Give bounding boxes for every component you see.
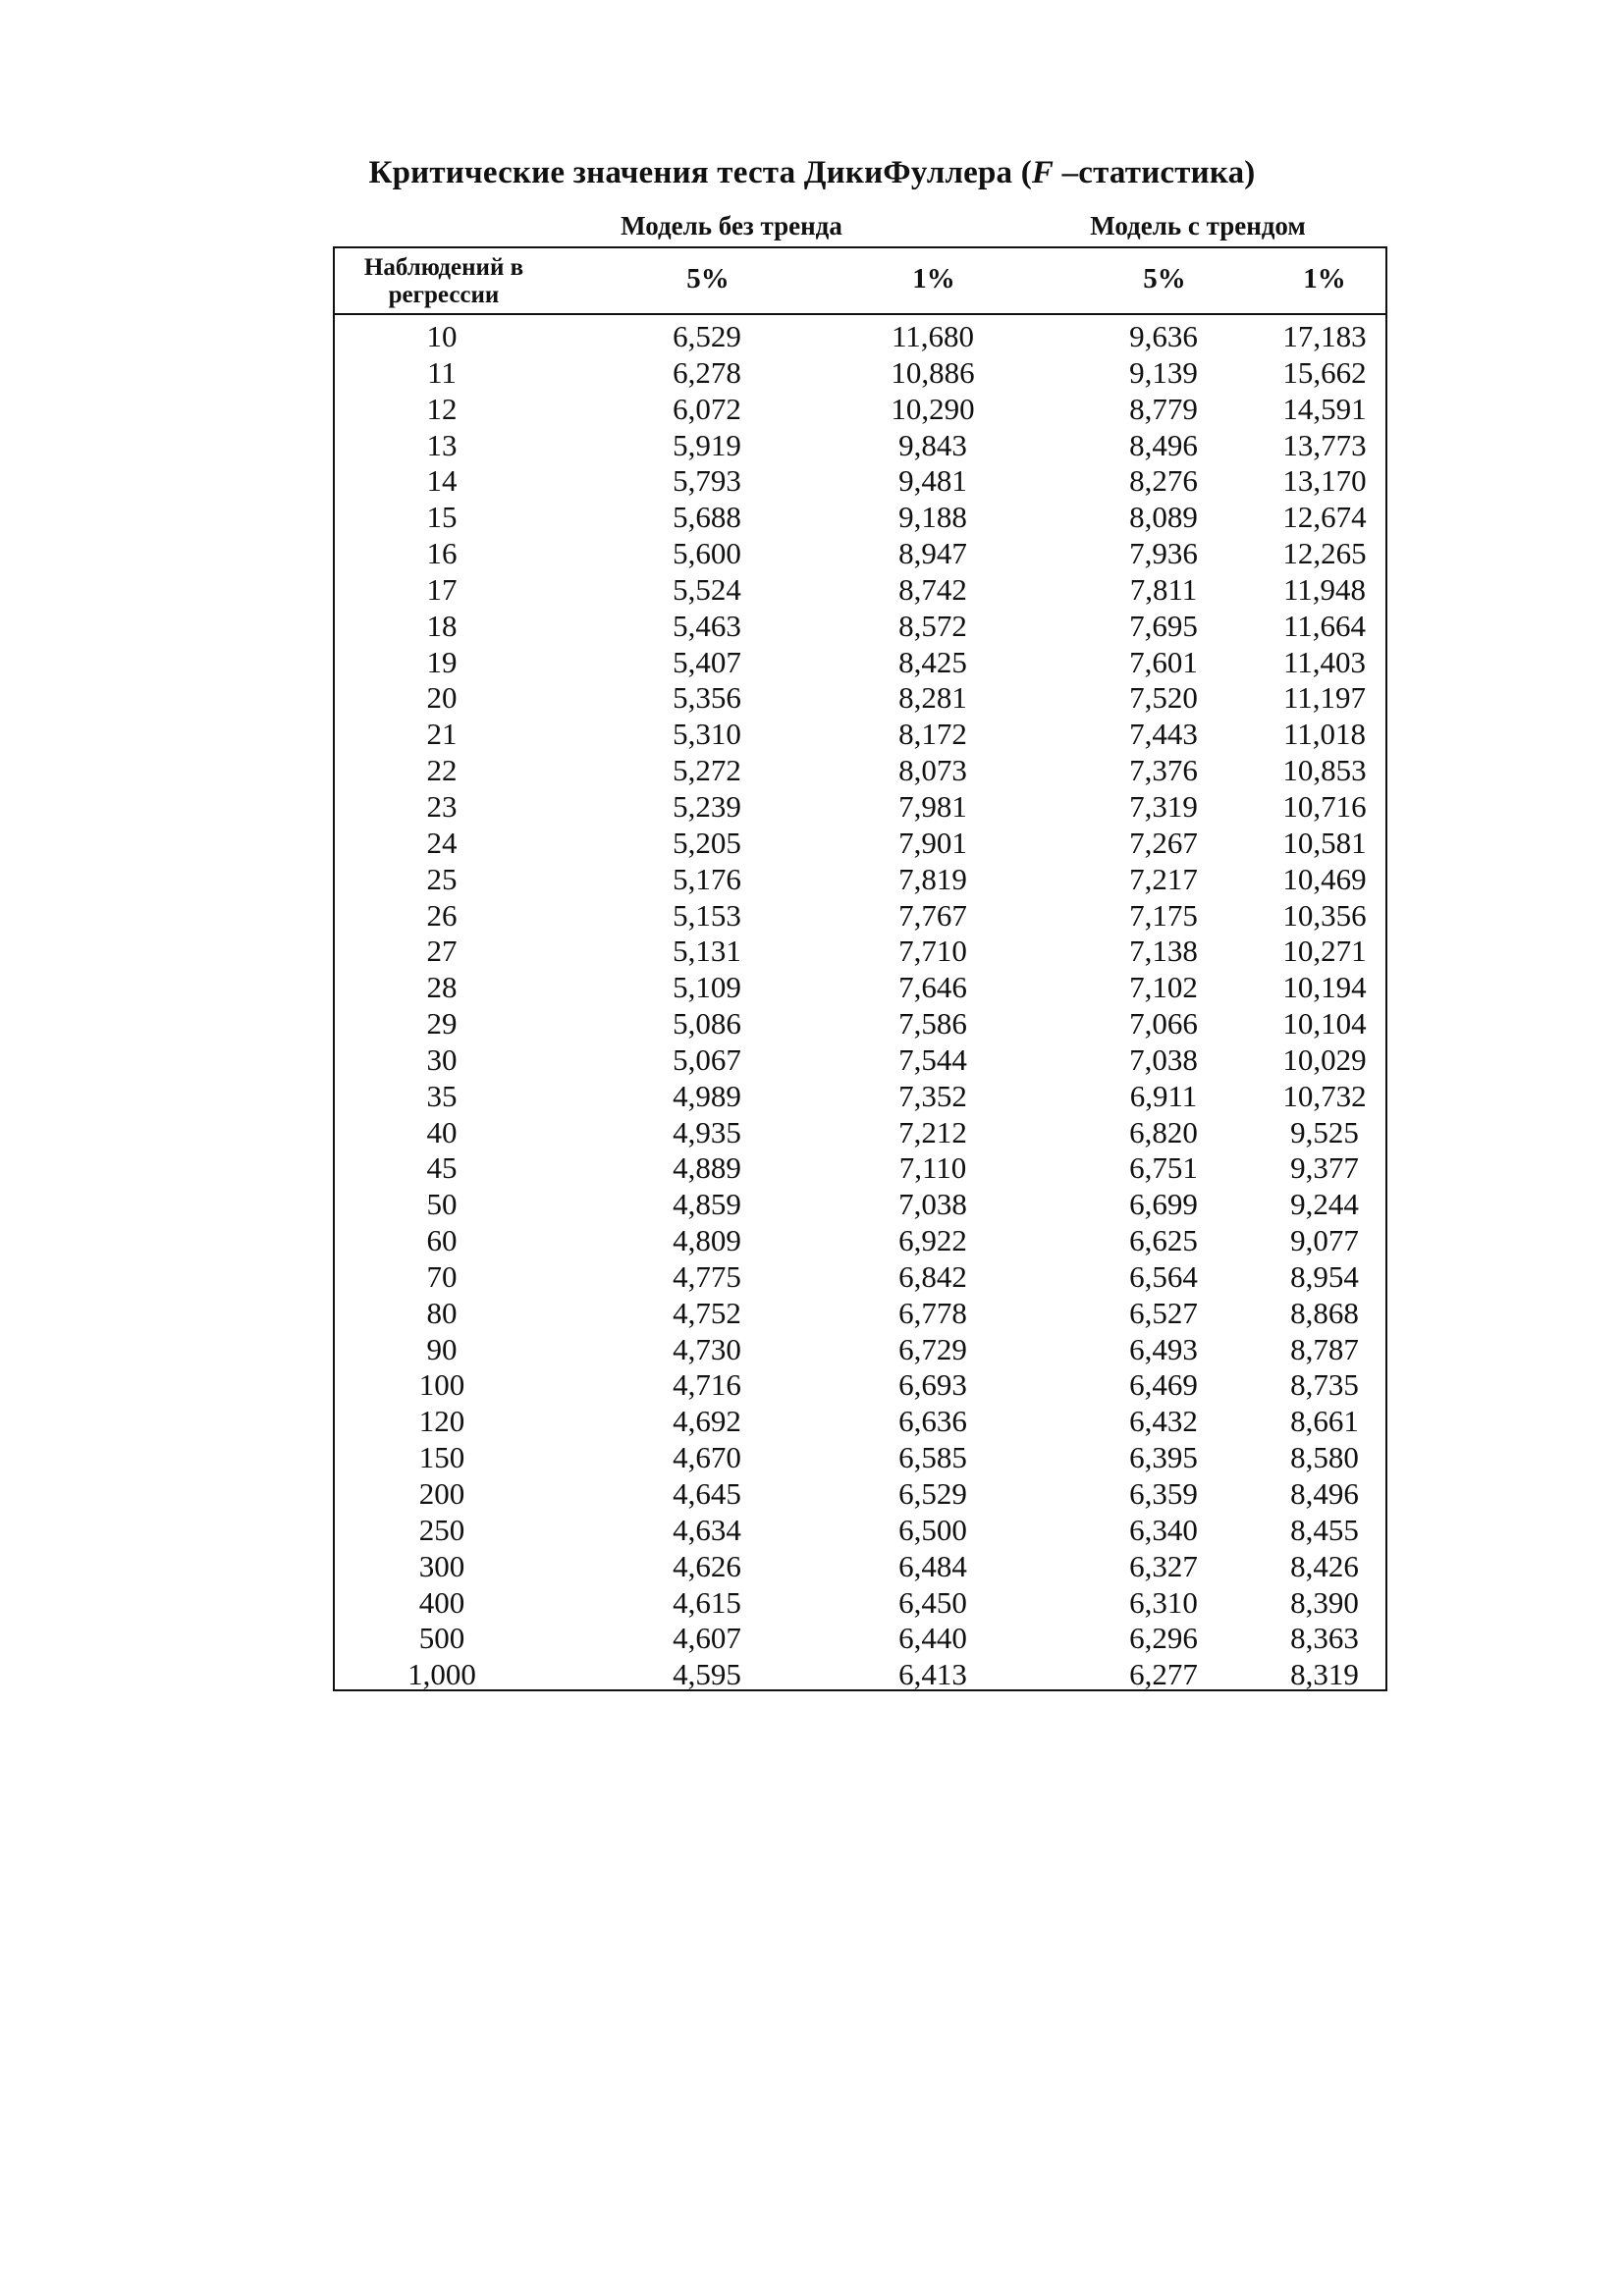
cell-no-trend-5pct: 5,463 bbox=[673, 608, 741, 643]
cell-observations: 30 bbox=[426, 1041, 458, 1077]
cell-trend-5pct: 6,493 bbox=[1129, 1331, 1198, 1366]
cell-trend-1pct: 10,356 bbox=[1282, 897, 1367, 933]
cell-no-trend-5pct: 5,205 bbox=[673, 825, 741, 860]
cell-no-trend-5pct: 4,670 bbox=[673, 1440, 741, 1475]
cell-no-trend-5pct: 4,989 bbox=[673, 1078, 741, 1113]
cell-trend-1pct: 8,363 bbox=[1290, 1621, 1359, 1656]
cell-trend-1pct: 8,390 bbox=[1290, 1584, 1359, 1620]
cell-observations: 300 bbox=[418, 1548, 465, 1583]
cell-trend-5pct: 7,811 bbox=[1129, 571, 1198, 607]
cell-trend-5pct: 6,340 bbox=[1129, 1512, 1198, 1547]
cell-observations: 11 bbox=[427, 354, 457, 390]
page-title bbox=[0, 155, 1624, 191]
cell-no-trend-5pct: 4,634 bbox=[673, 1512, 741, 1547]
cell-trend-1pct: 12,265 bbox=[1282, 536, 1367, 571]
cell-observations: 45 bbox=[426, 1150, 458, 1186]
table-row bbox=[335, 970, 1385, 1006]
table-row bbox=[335, 1404, 1385, 1440]
cell-no-trend-5pct: 5,239 bbox=[673, 788, 741, 824]
cell-no-trend-5pct: 4,730 bbox=[673, 1331, 741, 1366]
table-row bbox=[335, 500, 1385, 536]
table-row bbox=[335, 789, 1385, 826]
cell-observations: 200 bbox=[418, 1476, 465, 1511]
cell-no-trend-1pct: 6,922 bbox=[898, 1223, 967, 1258]
cell-no-trend-5pct: 4,716 bbox=[673, 1367, 741, 1403]
cell-no-trend-5pct: 5,272 bbox=[673, 753, 741, 788]
cell-trend-5pct: 8,089 bbox=[1129, 500, 1198, 535]
cell-trend-1pct: 10,194 bbox=[1282, 970, 1367, 1005]
cell-no-trend-5pct: 4,645 bbox=[673, 1476, 741, 1511]
cell-trend-1pct: 8,426 bbox=[1290, 1548, 1359, 1583]
table-row bbox=[335, 572, 1385, 609]
cell-trend-1pct: 10,104 bbox=[1282, 1006, 1367, 1041]
cell-observations: 10 bbox=[426, 319, 458, 353]
cell-observations: 25 bbox=[426, 861, 458, 896]
cell-observations: 17 bbox=[426, 571, 458, 607]
cell-trend-1pct: 11,664 bbox=[1282, 608, 1367, 643]
cell-no-trend-5pct: 5,109 bbox=[673, 970, 741, 1005]
cell-observations: 15 bbox=[426, 500, 458, 535]
table-row bbox=[335, 898, 1385, 934]
cell-observations: 60 bbox=[426, 1223, 458, 1258]
cell-no-trend-1pct: 7,352 bbox=[898, 1078, 967, 1113]
column-header-trend-5pct: 5% bbox=[1143, 263, 1186, 294]
table-row bbox=[335, 680, 1385, 717]
cell-observations: 20 bbox=[426, 680, 458, 716]
table-row bbox=[335, 826, 1385, 862]
table-row bbox=[335, 1332, 1385, 1368]
cell-trend-1pct: 10,716 bbox=[1282, 788, 1367, 824]
column-header-no-trend-1pct: 1% bbox=[912, 263, 955, 294]
cell-no-trend-5pct: 6,278 bbox=[673, 354, 741, 390]
cell-trend-5pct: 6,310 bbox=[1129, 1584, 1198, 1620]
cell-trend-5pct: 7,695 bbox=[1129, 608, 1198, 643]
cell-trend-1pct: 17,183 bbox=[1282, 319, 1367, 353]
table-row bbox=[335, 1079, 1385, 1115]
cell-no-trend-1pct: 6,529 bbox=[898, 1476, 967, 1511]
cell-no-trend-1pct: 7,544 bbox=[898, 1041, 967, 1077]
cell-trend-5pct: 6,296 bbox=[1129, 1621, 1198, 1656]
cell-no-trend-1pct: 7,646 bbox=[898, 970, 967, 1005]
cell-trend-5pct: 6,911 bbox=[1129, 1078, 1198, 1113]
cell-trend-5pct: 6,699 bbox=[1129, 1187, 1198, 1222]
cell-no-trend-5pct: 4,626 bbox=[673, 1548, 741, 1583]
cell-no-trend-1pct: 7,110 bbox=[898, 1150, 967, 1186]
cell-observations: 250 bbox=[418, 1512, 465, 1547]
cell-observations: 90 bbox=[426, 1331, 458, 1366]
cell-trend-1pct: 11,403 bbox=[1282, 644, 1367, 679]
cell-no-trend-1pct: 10,290 bbox=[891, 391, 975, 426]
cell-no-trend-1pct: 9,188 bbox=[898, 500, 967, 535]
cell-no-trend-1pct: 6,450 bbox=[898, 1584, 967, 1620]
table-row bbox=[335, 645, 1385, 681]
cell-trend-5pct: 7,138 bbox=[1129, 934, 1198, 969]
cell-trend-1pct: 9,077 bbox=[1290, 1223, 1359, 1258]
cell-no-trend-1pct: 6,413 bbox=[898, 1657, 967, 1692]
cell-observations: 26 bbox=[426, 897, 458, 933]
cell-trend-5pct: 7,038 bbox=[1129, 1041, 1198, 1077]
table-row bbox=[335, 609, 1385, 645]
table-row bbox=[335, 1513, 1385, 1549]
cell-trend-5pct: 6,469 bbox=[1129, 1367, 1198, 1403]
cell-no-trend-5pct: 5,310 bbox=[673, 717, 741, 752]
cell-observations: 18 bbox=[426, 608, 458, 643]
table-row bbox=[335, 1006, 1385, 1042]
cell-no-trend-5pct: 5,524 bbox=[673, 571, 741, 607]
cell-no-trend-1pct: 9,843 bbox=[898, 427, 967, 462]
cell-no-trend-5pct: 5,086 bbox=[673, 1006, 741, 1041]
cell-trend-5pct: 7,376 bbox=[1129, 753, 1198, 788]
table-row bbox=[335, 1549, 1385, 1585]
cell-trend-1pct: 9,377 bbox=[1290, 1150, 1359, 1186]
table-row bbox=[335, 1621, 1385, 1657]
cell-no-trend-1pct: 7,038 bbox=[898, 1187, 967, 1222]
table-row bbox=[335, 1223, 1385, 1259]
cell-observations: 50 bbox=[426, 1187, 458, 1222]
cell-no-trend-1pct: 6,729 bbox=[898, 1331, 967, 1366]
cell-no-trend-1pct: 7,586 bbox=[898, 1006, 967, 1041]
header-divider bbox=[335, 313, 1385, 315]
table-row bbox=[335, 392, 1385, 428]
cell-trend-1pct: 13,170 bbox=[1282, 463, 1367, 499]
cell-no-trend-1pct: 8,742 bbox=[898, 571, 967, 607]
cell-no-trend-1pct: 9,481 bbox=[898, 463, 967, 499]
cell-no-trend-5pct: 4,692 bbox=[673, 1404, 741, 1439]
cell-trend-5pct: 6,751 bbox=[1129, 1150, 1198, 1186]
table-row bbox=[335, 717, 1385, 753]
cell-trend-1pct: 12,674 bbox=[1282, 500, 1367, 535]
cell-observations: 120 bbox=[418, 1404, 465, 1439]
title-suffix: –статистика) bbox=[1054, 155, 1256, 190]
cell-observations: 80 bbox=[426, 1295, 458, 1330]
cell-no-trend-5pct: 4,615 bbox=[673, 1584, 741, 1620]
cell-no-trend-5pct: 4,607 bbox=[673, 1621, 741, 1656]
table-row bbox=[335, 1476, 1385, 1513]
cell-trend-1pct: 11,197 bbox=[1282, 680, 1367, 716]
table-row bbox=[335, 319, 1385, 355]
cell-trend-1pct: 8,319 bbox=[1290, 1657, 1359, 1692]
cell-trend-1pct: 10,271 bbox=[1282, 934, 1367, 969]
cell-no-trend-5pct: 4,752 bbox=[673, 1295, 741, 1330]
cell-observations: 28 bbox=[426, 970, 458, 1005]
cell-observations: 400 bbox=[418, 1584, 465, 1620]
cell-observations: 35 bbox=[426, 1078, 458, 1113]
group-header-no-trend: Модель без тренда bbox=[621, 211, 842, 240]
cell-trend-5pct: 7,267 bbox=[1129, 825, 1198, 860]
table-row bbox=[335, 355, 1385, 392]
table-row bbox=[335, 1042, 1385, 1079]
table-row bbox=[335, 1187, 1385, 1223]
group-header-trend: Модель с трендом bbox=[1090, 211, 1306, 240]
cell-trend-1pct: 8,496 bbox=[1290, 1476, 1359, 1511]
cell-no-trend-1pct: 6,842 bbox=[898, 1258, 967, 1294]
table-row bbox=[335, 1440, 1385, 1476]
critical-values-table bbox=[333, 246, 1387, 1691]
cell-no-trend-1pct: 7,981 bbox=[898, 788, 967, 824]
cell-no-trend-5pct: 5,793 bbox=[673, 463, 741, 499]
table-row bbox=[335, 1657, 1385, 1693]
cell-trend-5pct: 7,936 bbox=[1129, 536, 1198, 571]
cell-no-trend-1pct: 6,585 bbox=[898, 1440, 967, 1475]
cell-no-trend-5pct: 5,919 bbox=[673, 427, 741, 462]
cell-trend-5pct: 7,102 bbox=[1129, 970, 1198, 1005]
cell-no-trend-1pct: 8,947 bbox=[898, 536, 967, 571]
cell-observations: 12 bbox=[426, 391, 458, 426]
cell-observations: 22 bbox=[426, 753, 458, 788]
cell-observations: 29 bbox=[426, 1006, 458, 1041]
cell-trend-5pct: 7,319 bbox=[1129, 788, 1198, 824]
title-variable: F bbox=[1031, 155, 1055, 190]
cell-no-trend-1pct: 8,572 bbox=[898, 608, 967, 643]
cell-trend-5pct: 6,327 bbox=[1129, 1548, 1198, 1583]
cell-no-trend-5pct: 6,529 bbox=[673, 319, 741, 353]
cell-observations: 16 bbox=[426, 536, 458, 571]
cell-no-trend-5pct: 6,072 bbox=[673, 391, 741, 426]
cell-trend-5pct: 9,636 bbox=[1129, 319, 1198, 353]
cell-no-trend-5pct: 4,889 bbox=[673, 1150, 741, 1186]
cell-observations: 500 bbox=[418, 1621, 465, 1656]
column-header-trend-1pct: 1% bbox=[1303, 263, 1346, 294]
cell-trend-1pct: 8,735 bbox=[1290, 1367, 1359, 1403]
cell-trend-5pct: 7,175 bbox=[1129, 897, 1198, 933]
cell-no-trend-1pct: 7,819 bbox=[898, 861, 967, 896]
cell-trend-1pct: 11,948 bbox=[1282, 571, 1367, 607]
table-row bbox=[335, 1585, 1385, 1622]
cell-observations: 24 bbox=[426, 825, 458, 860]
cell-no-trend-1pct: 7,767 bbox=[898, 897, 967, 933]
cell-no-trend-5pct: 5,131 bbox=[673, 934, 741, 969]
cell-observations: 27 bbox=[426, 934, 458, 969]
cell-no-trend-1pct: 10,886 bbox=[891, 354, 975, 390]
cell-observations: 70 bbox=[426, 1258, 458, 1294]
table-row bbox=[335, 463, 1385, 500]
cell-trend-5pct: 8,496 bbox=[1129, 427, 1198, 462]
cell-trend-5pct: 6,395 bbox=[1129, 1440, 1198, 1475]
cell-trend-5pct: 7,217 bbox=[1129, 861, 1198, 896]
cell-trend-1pct: 8,868 bbox=[1290, 1295, 1359, 1330]
table-row bbox=[335, 1115, 1385, 1151]
cell-no-trend-1pct: 6,500 bbox=[898, 1512, 967, 1547]
cell-no-trend-5pct: 4,775 bbox=[673, 1258, 741, 1294]
title-prefix: Критические значения теста ДикиФуллера ( bbox=[368, 155, 1032, 190]
cell-trend-5pct: 7,066 bbox=[1129, 1006, 1198, 1041]
column-header-observations: Наблюдений в регрессии bbox=[363, 254, 524, 308]
cell-trend-1pct: 13,773 bbox=[1282, 427, 1367, 462]
cell-trend-5pct: 7,443 bbox=[1129, 717, 1198, 752]
cell-observations: 21 bbox=[426, 717, 458, 752]
cell-no-trend-1pct: 7,901 bbox=[898, 825, 967, 860]
cell-trend-5pct: 6,277 bbox=[1129, 1657, 1198, 1692]
table-row bbox=[335, 862, 1385, 898]
cell-trend-5pct: 6,820 bbox=[1129, 1114, 1198, 1149]
cell-no-trend-1pct: 6,636 bbox=[898, 1404, 967, 1439]
cell-observations: 14 bbox=[426, 463, 458, 499]
cell-trend-1pct: 10,581 bbox=[1282, 825, 1367, 860]
cell-trend-1pct: 9,244 bbox=[1290, 1187, 1359, 1222]
cell-trend-1pct: 8,455 bbox=[1290, 1512, 1359, 1547]
cell-no-trend-5pct: 5,153 bbox=[673, 897, 741, 933]
cell-observations: 13 bbox=[426, 427, 458, 462]
table-row bbox=[335, 1296, 1385, 1332]
cell-trend-5pct: 8,276 bbox=[1129, 463, 1198, 499]
cell-trend-5pct: 9,139 bbox=[1129, 354, 1198, 390]
cell-trend-1pct: 8,954 bbox=[1290, 1258, 1359, 1294]
table-row bbox=[335, 1259, 1385, 1296]
cell-trend-1pct: 9,525 bbox=[1290, 1114, 1359, 1149]
cell-trend-5pct: 8,779 bbox=[1129, 391, 1198, 426]
cell-observations: 100 bbox=[418, 1367, 465, 1403]
table-body bbox=[335, 319, 1385, 1693]
cell-no-trend-1pct: 6,778 bbox=[898, 1295, 967, 1330]
cell-no-trend-5pct: 5,407 bbox=[673, 644, 741, 679]
cell-trend-1pct: 10,029 bbox=[1282, 1041, 1367, 1077]
cell-no-trend-5pct: 5,176 bbox=[673, 861, 741, 896]
cell-trend-1pct: 11,018 bbox=[1282, 717, 1367, 752]
cell-no-trend-1pct: 8,172 bbox=[898, 717, 967, 752]
table-row bbox=[335, 934, 1385, 970]
cell-no-trend-5pct: 5,688 bbox=[673, 500, 741, 535]
cell-no-trend-5pct: 5,067 bbox=[673, 1041, 741, 1077]
cell-no-trend-1pct: 8,425 bbox=[898, 644, 967, 679]
cell-no-trend-5pct: 4,809 bbox=[673, 1223, 741, 1258]
cell-no-trend-1pct: 11,680 bbox=[891, 319, 975, 353]
cell-trend-5pct: 6,359 bbox=[1129, 1476, 1198, 1511]
cell-trend-1pct: 14,591 bbox=[1282, 391, 1367, 426]
cell-trend-1pct: 10,853 bbox=[1282, 753, 1367, 788]
cell-no-trend-5pct: 4,859 bbox=[673, 1187, 741, 1222]
table-row bbox=[335, 536, 1385, 572]
cell-trend-1pct: 8,661 bbox=[1290, 1404, 1359, 1439]
cell-no-trend-1pct: 6,693 bbox=[898, 1367, 967, 1403]
cell-observations: 150 bbox=[418, 1440, 465, 1475]
cell-trend-1pct: 8,787 bbox=[1290, 1331, 1359, 1366]
cell-trend-1pct: 15,662 bbox=[1282, 354, 1367, 390]
cell-observations: 19 bbox=[426, 644, 458, 679]
cell-no-trend-1pct: 6,440 bbox=[898, 1621, 967, 1656]
cell-trend-5pct: 7,520 bbox=[1129, 680, 1198, 716]
cell-trend-5pct: 7,601 bbox=[1129, 644, 1198, 679]
cell-trend-1pct: 8,580 bbox=[1290, 1440, 1359, 1475]
table-row bbox=[335, 1367, 1385, 1404]
cell-no-trend-5pct: 5,356 bbox=[673, 680, 741, 716]
column-header-no-trend-5pct: 5% bbox=[686, 263, 730, 294]
cell-trend-5pct: 6,432 bbox=[1129, 1404, 1198, 1439]
cell-no-trend-5pct: 4,935 bbox=[673, 1114, 741, 1149]
cell-no-trend-5pct: 4,595 bbox=[673, 1657, 741, 1692]
table-row bbox=[335, 753, 1385, 789]
cell-trend-5pct: 6,527 bbox=[1129, 1295, 1198, 1330]
cell-no-trend-5pct: 5,600 bbox=[673, 536, 741, 571]
cell-observations: 40 bbox=[426, 1114, 458, 1149]
cell-trend-5pct: 6,564 bbox=[1129, 1258, 1198, 1294]
cell-trend-1pct: 10,732 bbox=[1282, 1078, 1367, 1113]
cell-observations: 23 bbox=[426, 788, 458, 824]
table-row bbox=[335, 428, 1385, 464]
cell-trend-5pct: 6,625 bbox=[1129, 1223, 1198, 1258]
cell-no-trend-1pct: 7,710 bbox=[898, 934, 967, 969]
cell-no-trend-1pct: 7,212 bbox=[898, 1114, 967, 1149]
cell-no-trend-1pct: 6,484 bbox=[898, 1548, 967, 1583]
table-row bbox=[335, 1150, 1385, 1187]
cell-trend-1pct: 10,469 bbox=[1282, 861, 1367, 896]
cell-no-trend-1pct: 8,281 bbox=[898, 680, 967, 716]
cell-observations: 1,000 bbox=[407, 1657, 476, 1692]
cell-no-trend-1pct: 8,073 bbox=[898, 753, 967, 788]
